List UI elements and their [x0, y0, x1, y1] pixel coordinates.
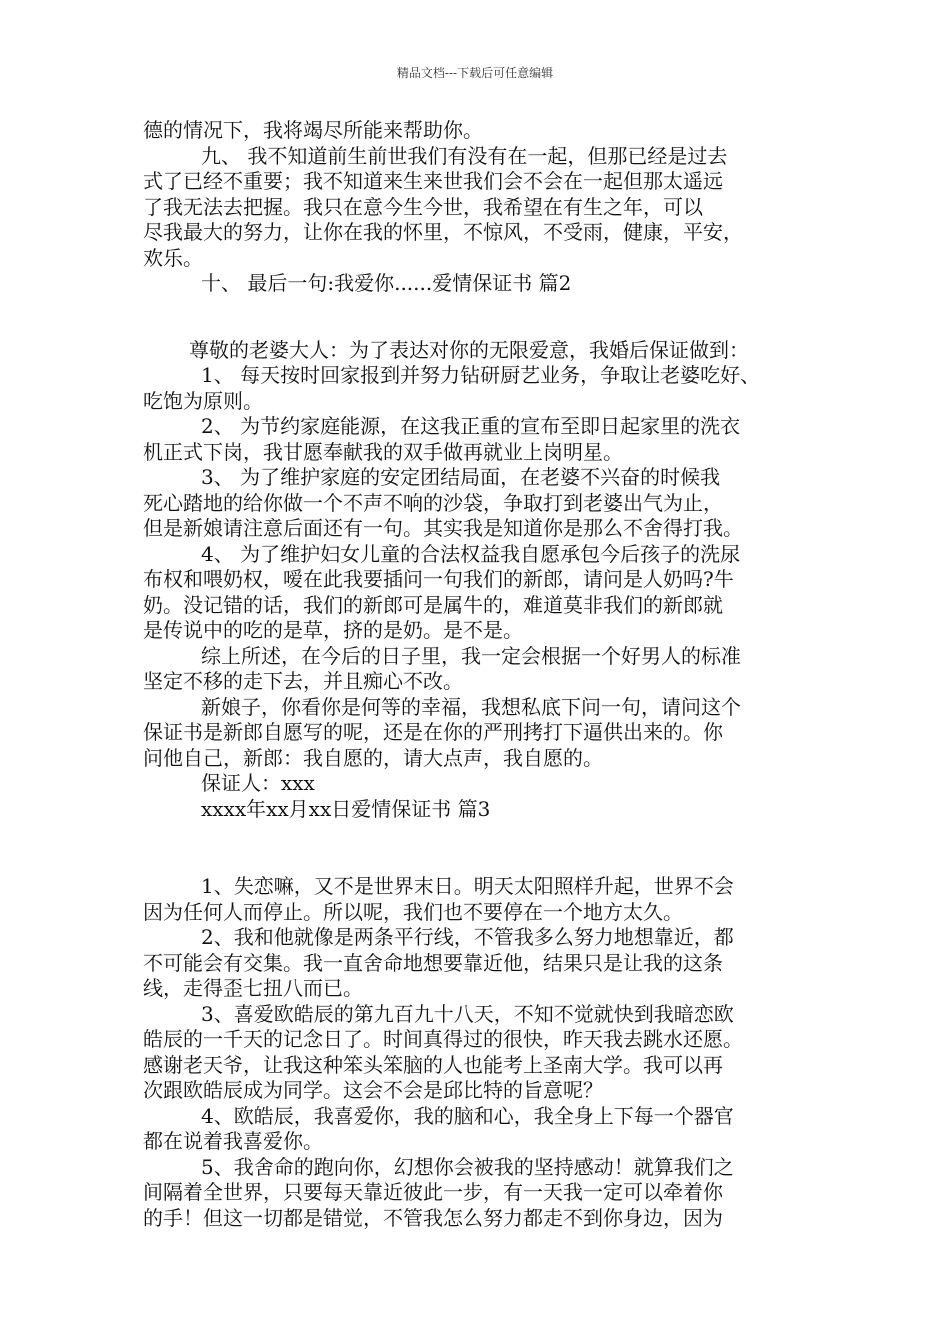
text-line: 奶。没记错的话，我们的新郎可是属牛的，难道莫非我们的新郎就 [143, 592, 723, 617]
text-line: 机正式下岗，我甘愿奉献我的双手做再就业上岗明星。 [143, 439, 623, 464]
paragraph-line: 5、我舍命的跑向你，幻想你会被我的坚持感动！就算我们之 [201, 1154, 734, 1179]
paragraph-gap [143, 822, 813, 874]
text-line: 因为任何人而停止。所以呢，我们也不要停在一个地方太久。 [143, 899, 683, 924]
text-line: 不可能会有交集。我一直舍命地想要靠近他，结果只是让我的这条 [143, 950, 723, 975]
text-line: 吃饱为原则。 [143, 388, 263, 413]
text-line: 间隔着全世界，只要每天靠近彼此一步，有一天我一定可以牵着你 [143, 1180, 723, 1204]
signature-line: 保证人：xxx [201, 771, 315, 795]
paragraph-line: 3、 为了维护家庭的安定团结局面，在老婆不兴奋的时候我 [201, 465, 721, 489]
text-line: 尽我最大的努力，让你在我的怀里，不惊风，不受雨，健康，平安， [143, 220, 743, 244]
paragraph-line: 尊敬的老婆大人：为了表达对你的无限爱意，我婚后保证做到： [189, 337, 749, 362]
paragraph-line: 1、失恋嘛，又不是世界末日。明天太阳照样升起，世界不会 [201, 874, 734, 898]
text-line: 是传说中的吃的是草，挤的是奶。是不是。 [143, 618, 523, 642]
paragraph-line: 2、我和他就像是两条平行线，不管我多么努力地想靠近，都 [201, 925, 734, 949]
text-line: 德的情况下，我将竭尽所能来帮助你。 [143, 118, 483, 142]
paragraph-line: 4、 为了维护妇女儿童的合法权益我自愿承包今后孩子的洗尿 [201, 541, 741, 566]
document-body [143, 118, 813, 1231]
date-title-line: xxxx年xx月xx日爱情保证书 篇3 [201, 796, 491, 821]
paragraph-line: 2、 为节约家庭能源，在这我正重的宣布至即日起家里的洗衣 [201, 414, 741, 438]
text-line: 坚定不移的走下去，并且痴心不改。 [143, 669, 463, 693]
text-line: 皓辰的一千天的记念日了。时间真得过的很快，昨天我去跳水还愿。 [143, 1027, 743, 1051]
text-line: 问他自己，新郎：我自愿的，请大点声，我自愿的。 [143, 745, 603, 770]
text-line: 但是新娘请注意后面还有一句。其实我是知道你是那么不舍得打我。 [143, 516, 743, 540]
text-line: 式了已经不重要；我不知道来生来世我们会不会在一起但那太遥远 [143, 169, 723, 193]
text-line: 布权和喂奶权，嗳在此我要插问一句我们的新郎，请问是人奶吗?牛 [143, 567, 734, 591]
paragraph-line: 4、欧皓辰，我喜爱你，我的脑和心，我全身上下每一个器官 [201, 1103, 734, 1128]
paragraph-line: 3、喜爱欧皓辰的第九百九十八天，不知不觉就快到我暗恋欧 [201, 1001, 734, 1026]
text-line: 次跟欧皓辰成为同学。这会不会是邱比特的旨意呢？ [143, 1078, 603, 1102]
paragraph-line: 1、 每天按时回家报到并努力钻研厨艺业务，争取让老婆吃好、 [201, 363, 761, 387]
paragraph-line: 九、 我不知道前生前世我们有没有在一起，但那已经是过去 [201, 143, 728, 168]
text-line: 线，走得歪七扭八而已。 [143, 976, 363, 1000]
paragraph-line: 十、 最后一句:我爱你......爱情保证书 篇2 [201, 271, 572, 295]
text-line: 保证书是新郎自愿写的呢，还是在你的严刑拷打下逼供出来的。你 [143, 720, 723, 744]
paragraph-line: 新娘子，你看你是何等的幸福，我想私底下问一句，请问这个 [201, 694, 741, 719]
text-line: 感谢老天爷，让我这种笨头笨脑的人也能考上圣南大学。我可以再 [143, 1052, 723, 1077]
text-line: 欢乐。 [143, 245, 203, 270]
paragraph-line: 综上所述，在今后的日子里，我一定会根据一个好男人的标准 [201, 643, 741, 668]
text-line: 了我无法去把握。我只在意今生今世，我希望在有生之年，可以 [143, 194, 703, 219]
text-line: 都在说着我喜爱你。 [143, 1129, 323, 1153]
paragraph-gap [143, 297, 813, 338]
text-line: 死心踏地的给你做一个不声不响的沙袋，争取打到老婆出气为止， [143, 490, 723, 515]
text-line: 的手！但这一切都是错觉，不管我怎么努力都走不到你身边，因为 [143, 1205, 723, 1230]
page-header: 精品文档---下载后可任意编辑 [396, 66, 554, 80]
